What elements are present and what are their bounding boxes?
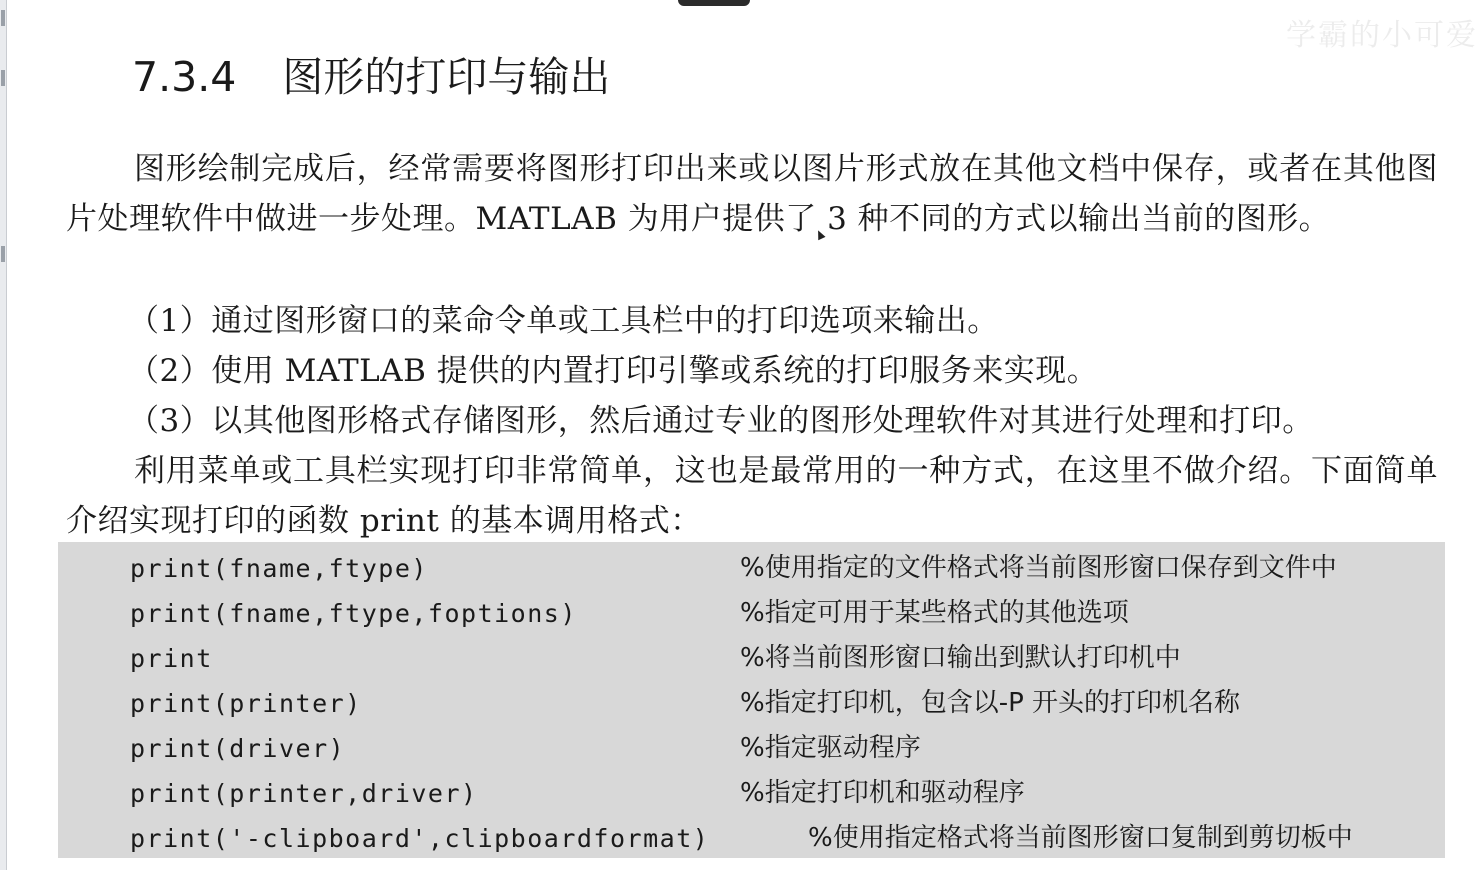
- code-comment: %指定驱动程序: [740, 733, 921, 763]
- intro-paragraph: 图形绘制完成后，经常需要将图形打印出来或以图片形式放在其他文档中保存，或者在其他图片处理软件中做进一步处理。MATLAB 为用户提供了 3 种不同的方式以输出当前的图形。: [66, 151, 1438, 237]
- method-item-3: （3）以其他图形格式存储图形，然后通过专业的图形处理软件对其进行处理和打印。: [128, 403, 1314, 439]
- edge-marker: [1, 10, 5, 26]
- section-title: 图形的打印与输出: [282, 53, 611, 101]
- code-comment: %使用指定格式将当前图形窗口复制到剪切板中: [808, 823, 1353, 853]
- code-command: print: [130, 644, 213, 673]
- code-command: print(printer,driver): [130, 779, 478, 808]
- code-command: print(fname,ftype): [130, 554, 428, 583]
- method-item-2: （2）使用 MATLAB 提供的内置打印引擎或系统的打印服务来实现。: [128, 353, 1099, 389]
- code-command: print(fname,ftype,foptions): [130, 599, 577, 628]
- section-number: 7.3.4: [132, 53, 237, 101]
- viewer-left-edge: [0, 0, 7, 870]
- code-command: print(driver): [130, 734, 346, 763]
- code-block: [58, 542, 1445, 858]
- code-line: [58, 591, 1445, 636]
- code-command: print('-clipboard',clipboardformat): [130, 824, 710, 853]
- code-comment: %使用指定的文件格式将当前图形窗口保存到文件中: [740, 553, 1337, 583]
- code-line: [58, 681, 1445, 726]
- method-item-1: （1）通过图形窗口的菜命令单或工具栏中的打印选项来输出。: [128, 303, 999, 339]
- section-heading: [132, 44, 610, 103]
- code-comment: %指定可用于某些格式的其他选项: [740, 598, 1129, 628]
- edge-marker: [1, 246, 5, 262]
- code-line: [58, 771, 1445, 816]
- code-comment: %指定打印机，包含以-P 开头的打印机名称: [740, 688, 1241, 718]
- code-comment: %指定打印机和驱动程序: [740, 778, 1025, 808]
- code-comment: %将当前图形窗口输出到默认打印机中: [740, 643, 1181, 673]
- watermark: 学霸的小可爱: [1286, 18, 1478, 53]
- window-drag-handle[interactable]: [678, 0, 750, 6]
- code-line: [58, 636, 1445, 681]
- edge-marker: [1, 70, 5, 86]
- code-line: [58, 816, 1445, 861]
- code-line: [58, 726, 1445, 771]
- code-command: print(printer): [130, 689, 362, 718]
- usage-paragraph: 利用菜单或工具栏实现打印非常简单，这也是最常用的一种方式，在这里不做介绍。下面简单介绍实现打印的函数 print 的基本调用格式：: [66, 453, 1438, 539]
- code-line: [58, 546, 1445, 591]
